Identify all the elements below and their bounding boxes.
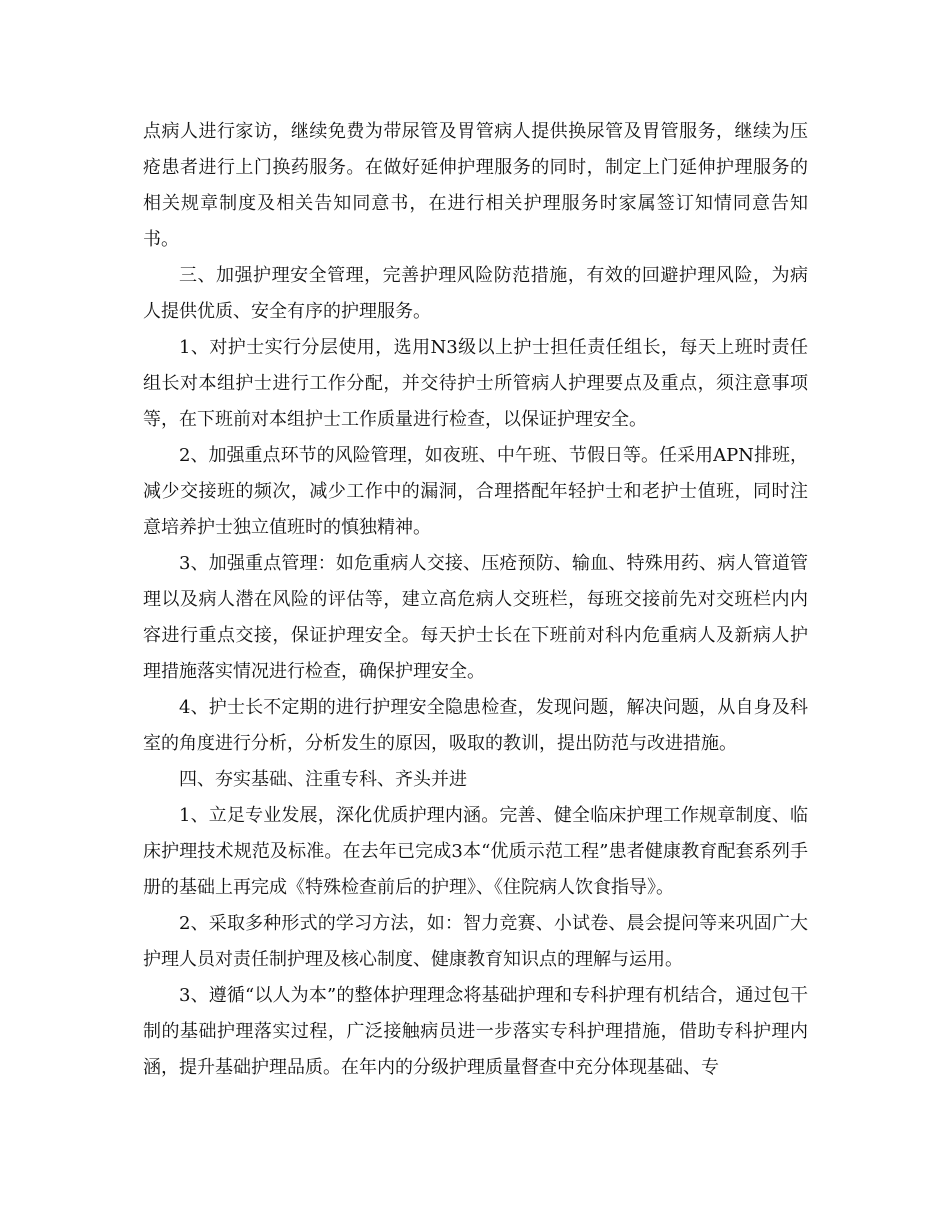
paragraph-professional-development: 1、立足专业发展，深化优质护理内涵。完善、健全临床护理工作规章制度、临床护理技术规范及标准。在去年已完成3本“优质示范工程”患者健康教育配套系列手册的基础上再完成《特殊检查前后的护理》、《住院病人饮食指导》。: [143, 805, 808, 898]
section-heading-foundation-specialty: 四、夯实基础、注重专科、齐头并进: [179, 769, 467, 790]
section-heading-safety-management: 三、加强护理安全管理，完善护理风险防范措施，有效的回避护理风险，为病人提供优质、安全有序的护理服务。: [143, 265, 808, 322]
paragraph-learning-methods: 2、采取多种形式的学习方法，如：智力竞赛、小试卷、晨会提问等来巩固广大护理人员对责任制护理及核心制度、健康教育知识点的理解与运用。: [143, 913, 808, 970]
document-body: [143, 114, 808, 1086]
paragraph-safety-inspection: 4、护士长不定期的进行护理安全隐患检查，发现问题，解决问题，从自身及科室的角度进行分析，分析发生的原因，吸取的教训，提出防范与改进措施。: [143, 697, 808, 754]
paragraph-key-management: 3、加强重点管理：如危重病人交接、压疮预防、输血、特殊用药、病人管道管理以及病人潜在风险的评估等，建立高危病人交班栏，每班交接前先对交班栏内内容进行重点交接，保证护理安全。每天护士长在下班前对科内危重病人及新病人护理措施落实情况进行检查，确保护理安全。: [143, 553, 808, 682]
paragraph-holistic-nursing: 3、遵循“以人为本”的整体护理理念将基础护理和专科护理有机结合，通过包干制的基础护理落实过程，广泛接触病员进一步落实专科护理措施，借助专科护理内涵，提升基础护理品质。在年内的分级护理质量督查中充分体现基础、专: [143, 985, 808, 1078]
paragraph-layered-nurse-use: 1、对护士实行分层使用，选用N3级以上护士担任责任组长，每天上班时责任组长对本组护士进行工作分配，并交待护士所管病人护理要点及重点，须注意事项等，在下班前对本组护士工作质量进行检查，以保证护理安全。: [143, 337, 808, 430]
paragraph-home-visit-continued: 点病人进行家访，继续免费为带尿管及胃管病人提供换尿管及胃管服务，继续为压疮患者进行上门换药服务。在做好延伸护理服务的同时，制定上门延伸护理服务的相关规章制度及相关告知同意书，在进行相关护理服务时家属签订知情同意告知书。: [143, 121, 808, 250]
paragraph-key-link-risk: 2、加强重点环节的风险管理，如夜班、中午班、节假日等。任采用APN排班，减少交接班的频次，减少工作中的漏洞，合理搭配年轻护士和老护士值班，同时注意培养护士独立值班时的慎独精神。: [143, 445, 808, 538]
